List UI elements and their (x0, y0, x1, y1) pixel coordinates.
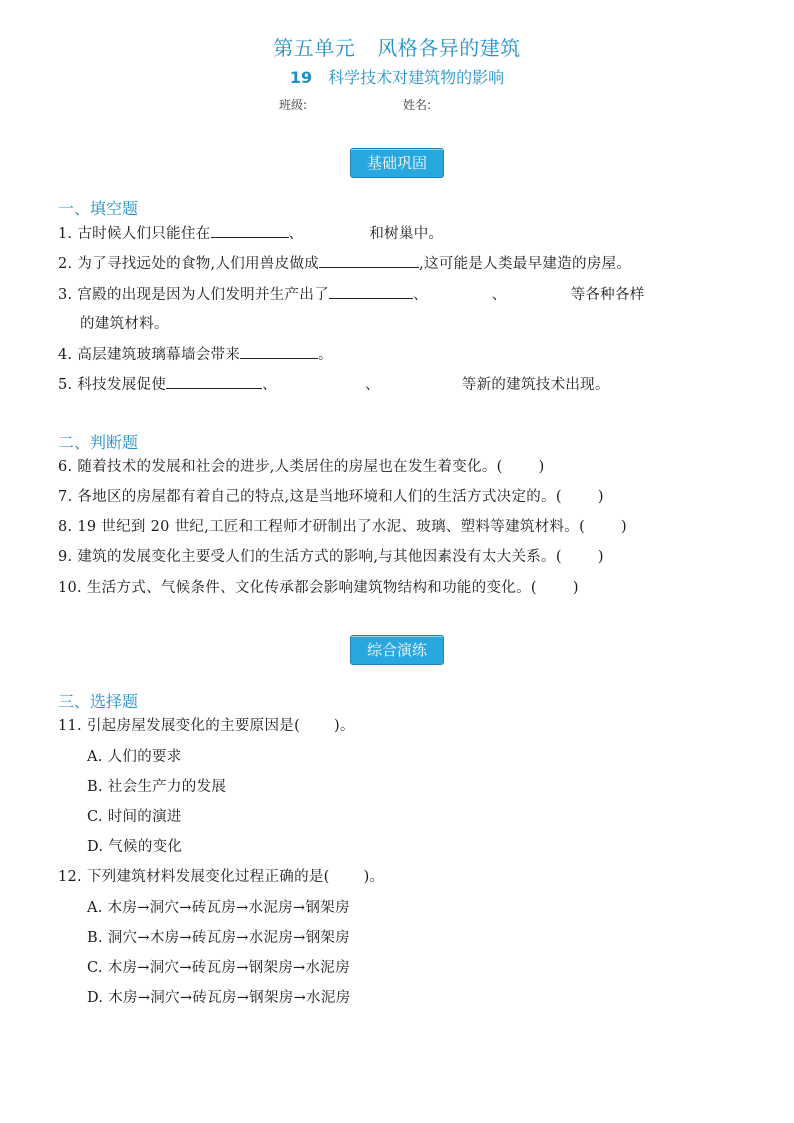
option-11-c[interactable]: C. 时间的演进 (87, 809, 182, 825)
class-label: 班级: (279, 98, 308, 112)
question-5 (58, 374, 610, 395)
question-7 (58, 487, 604, 507)
question-2 (58, 253, 631, 274)
question-5-text: 5. 科技发展促使 (58, 377, 167, 393)
option-12-d[interactable]: D. 木房→洞穴→砖瓦房→钢架房→水泥房 (87, 990, 351, 1006)
question-9-text: 9. 建筑的发展变化主要受人们的生活方式的影响,与其他因素没有太大关系。( (58, 549, 562, 565)
paren-close: ) (597, 549, 604, 565)
question-3-sep: 、 (412, 287, 428, 303)
paren-close: ) (621, 519, 628, 535)
lesson-title (0, 65, 794, 88)
answer-blank[interactable] (240, 344, 318, 359)
paren-close: ) (597, 489, 604, 505)
question-3-continued: 的建筑材料。 (80, 316, 169, 332)
answer-blank[interactable] (211, 223, 289, 238)
paren-close: )。 (363, 869, 385, 885)
option-11-b[interactable]: B. 社会生产力的发展 (87, 779, 227, 795)
question-2-text: 2. 为了寻找远处的食物,人们用兽皮做成 (58, 256, 320, 272)
question-3-sep: 、 (491, 287, 507, 303)
question-10-text: 10. 生活方式、气候条件、文化传承都会影响建筑物结构和功能的变化。( (58, 580, 537, 596)
question-1-end: 和树巢中。 (369, 226, 444, 242)
unit-title (0, 32, 794, 61)
paren-close: )。 (334, 718, 355, 734)
judge-section-heading: 二、判断题 (58, 433, 139, 452)
name-label: 姓名: (403, 98, 432, 112)
option-11-d[interactable]: D. 气候的变化 (87, 839, 183, 855)
question-4 (58, 344, 333, 365)
question-10 (58, 578, 579, 598)
option-12-a[interactable]: A. 木房→洞穴→砖瓦房→水泥房→钢架房 (87, 900, 350, 916)
question-5-end: 等新的建筑技术出现。 (461, 377, 610, 393)
question-3-end: 等各种各样 (570, 287, 645, 303)
paren-close: ) (538, 459, 545, 475)
question-12 (58, 867, 384, 887)
question-12-text: 12. 下列建筑材料发展变化过程正确的是( (58, 869, 330, 885)
answer-blank[interactable] (329, 284, 413, 299)
question-1-text: 1. 古时候人们只能住在 (58, 226, 211, 242)
question-6 (58, 457, 545, 477)
lesson-number: 19 (289, 68, 313, 87)
question-5-sep: 、 (364, 377, 380, 393)
question-8-text: 8. 19 世纪到 20 世纪,工匠和工程师才研制出了水泥、玻璃、塑料等建筑材料。( (58, 519, 586, 535)
question-2-end: ,这可能是人类最早建造的房屋。 (419, 256, 632, 272)
question-4-end: 。 (318, 347, 333, 363)
question-11-text: 11. 引起房屋发展变化的主要原因是( (58, 718, 301, 734)
option-11-a[interactable]: A. 人们的要求 (87, 749, 182, 765)
question-3 (58, 284, 645, 305)
question-1-sep: 、 (288, 226, 304, 242)
unit-number: 第五单元 (273, 36, 356, 60)
question-5-sep: 、 (262, 377, 277, 393)
question-1 (58, 223, 443, 244)
comprehensive-section-badge: 综合演练 (350, 635, 444, 665)
answer-blank[interactable] (319, 253, 419, 268)
unit-name: 风格各异的建筑 (377, 36, 521, 60)
basic-section-badge: 基础巩固 (350, 148, 444, 178)
question-11 (58, 716, 355, 736)
fill-section-heading: 一、填空题 (58, 199, 139, 218)
question-3-text: 3. 宫殿的出现是因为人们发明并生产出了 (58, 287, 329, 303)
answer-blank[interactable] (166, 374, 262, 389)
question-9 (58, 547, 604, 567)
option-12-c[interactable]: C. 木房→洞穴→砖瓦房→钢架房→水泥房 (87, 960, 350, 976)
paren-close: ) (572, 580, 579, 596)
question-8 (58, 517, 627, 537)
question-4-text: 4. 高层建筑玻璃幕墙会带来 (58, 347, 241, 363)
question-7-text: 7. 各地区的房屋都有着自己的特点,这是当地环境和人们的生活方式决定的。( (58, 489, 562, 505)
choice-section-heading: 三、选择题 (58, 692, 139, 711)
question-6-text: 6. 随着技术的发展和社会的进步,人类居住的房屋也在发生着变化。( (58, 459, 503, 475)
lesson-name: 科学技术对建筑物的影响 (328, 68, 505, 87)
option-12-b[interactable]: B. 洞穴→木房→砖瓦房→水泥房→钢架房 (87, 930, 350, 946)
